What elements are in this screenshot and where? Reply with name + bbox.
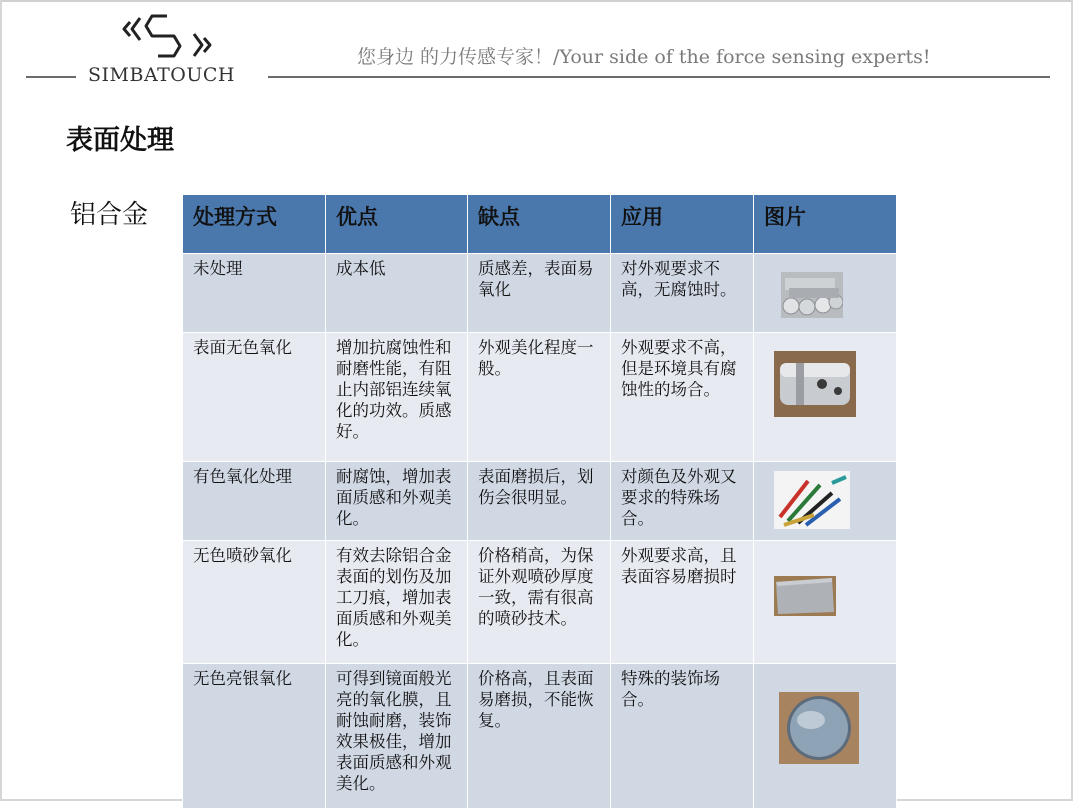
page-title: 表面处理 — [66, 125, 174, 156]
cell-pros: 有效去除铝合金表面的划伤及加工刀痕，增加表面质感和外观美化。 — [326, 541, 468, 664]
cell-application: 对颜色及外观又要求的特殊场合。 — [611, 462, 754, 541]
cell-pros: 耐腐蚀，增加表面质感和外观美化。 — [326, 462, 468, 541]
cell-pros: 增加抗腐蚀性和耐磨性能，有阻止内部铝连续氧化的功效。质感好。 — [326, 333, 468, 462]
table-row — [183, 254, 897, 333]
header-cons: 缺点 — [468, 195, 611, 254]
mirror-disc-photo — [779, 692, 859, 764]
cell-cons: 外观美化程度一般。 — [468, 333, 611, 462]
cell-application: 外观要求不高，但是环境具有腐蚀性的场合。 — [611, 333, 754, 462]
tagline-en: Your side of the force sensing experts! — [559, 46, 931, 68]
simbatouch-logo-icon — [112, 12, 222, 62]
cell-cons: 表面磨损后，划伤会很明显。 — [468, 462, 611, 541]
surface-treatment-table — [182, 194, 897, 809]
cell-image — [754, 333, 897, 462]
table-row — [183, 462, 897, 541]
anodized-part-photo — [774, 351, 856, 417]
cell-method: 未处理 — [183, 254, 326, 333]
brand-name: SIMBATOUCH — [88, 64, 235, 86]
colored-profiles-photo — [774, 471, 850, 529]
section-label: 铝合金 — [70, 200, 149, 230]
table-row — [183, 664, 897, 809]
cell-method: 无色喷砂氧化 — [183, 541, 326, 664]
sandblasted-plate-photo — [774, 576, 836, 616]
cell-application: 特殊的装饰场合。 — [611, 664, 754, 809]
aluminum-rods-photo — [781, 272, 843, 318]
cell-method: 表面无色氧化 — [183, 333, 326, 462]
cell-application: 对外观要求不高，无腐蚀时。 — [611, 254, 754, 333]
cell-image — [754, 541, 897, 664]
cell-pros: 可得到镜面般光亮的氧化膜，且耐蚀耐磨，装饰效果极佳，增加表面质感和外观美化。 — [326, 664, 468, 809]
cell-cons: 价格高，且表面易磨损，不能恢复。 — [468, 664, 611, 809]
cell-method: 无色亮银氧化 — [183, 664, 326, 809]
table-row — [183, 541, 897, 664]
frame-top — [0, 0, 1073, 2]
cell-application: 外观要求高，且表面容易磨损时 — [611, 541, 754, 664]
cell-cons: 质感差，表面易氧化 — [468, 254, 611, 333]
header-rule-right — [268, 76, 1050, 78]
tagline — [357, 42, 931, 69]
header-rule-left — [26, 76, 76, 78]
frame-left — [0, 0, 2, 801]
table-header-row — [183, 195, 897, 254]
header-image: 图片 — [754, 195, 897, 254]
cell-image — [754, 664, 897, 809]
cell-cons: 价格稍高，为保证外观喷砂厚度一致，需有很高的喷砂技术。 — [468, 541, 611, 664]
header-method: 处理方式 — [183, 195, 326, 254]
header-pros: 优点 — [326, 195, 468, 254]
cell-image — [754, 254, 897, 333]
header-application: 应用 — [611, 195, 754, 254]
cell-image — [754, 462, 897, 541]
cell-method: 有色氧化处理 — [183, 462, 326, 541]
tagline-cn: 您身边 的力传感专家！/ — [357, 46, 560, 68]
cell-pros: 成本低 — [326, 254, 468, 333]
table-row — [183, 333, 897, 462]
